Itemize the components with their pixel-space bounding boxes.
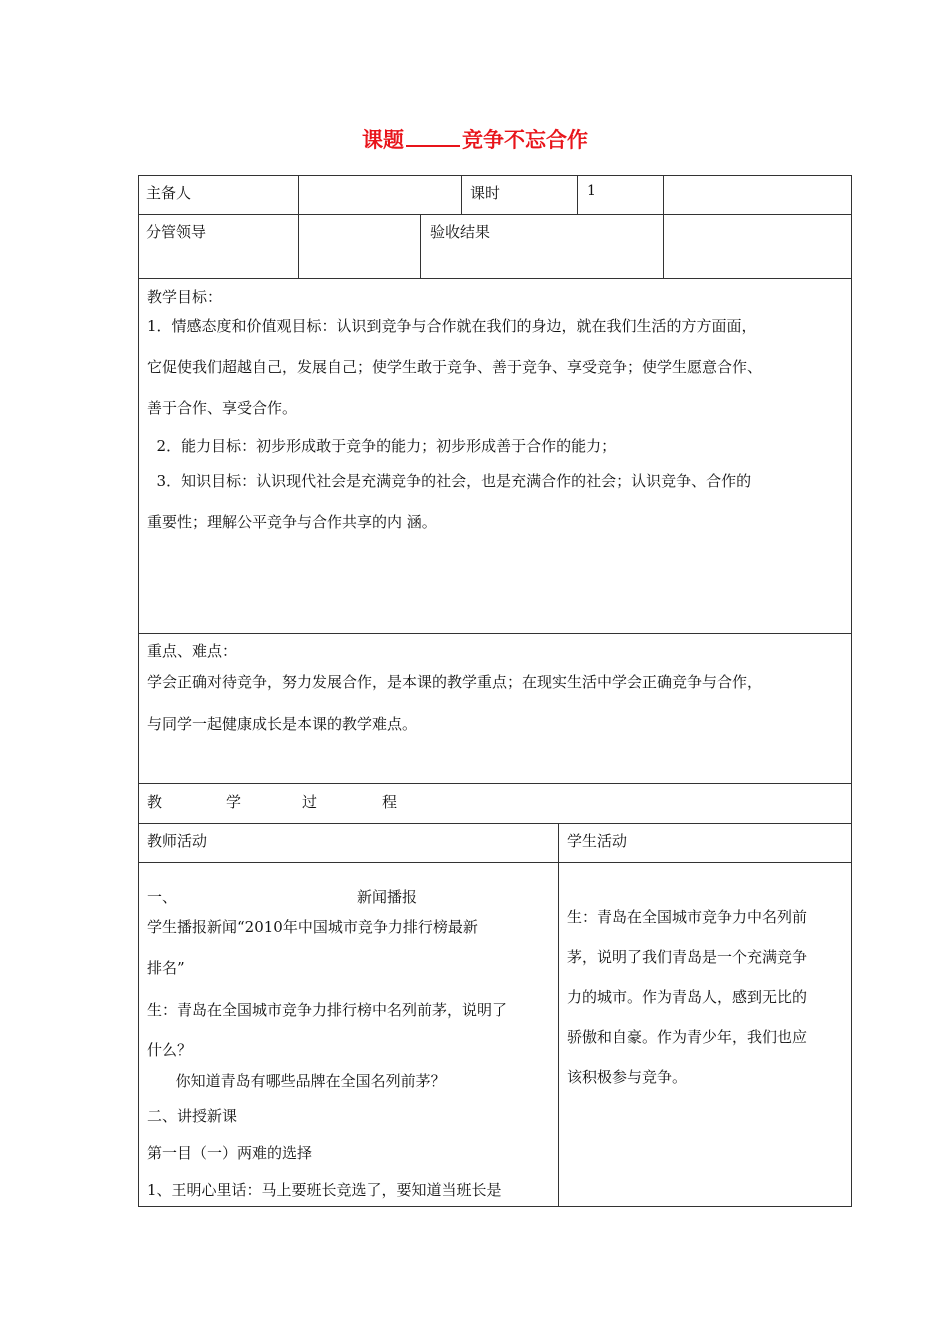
teacher-line-8: 1、王明心里话：马上要班长竞选了，要知道当班长是 bbox=[147, 1181, 502, 1199]
teacher-line-5: 你知道青岛有哪些品牌在全国名列前茅？ bbox=[147, 1072, 446, 1090]
table-col-divider bbox=[420, 214, 421, 278]
table-col-divider bbox=[558, 823, 559, 1207]
keypoints-line-1: 学会正确对待竞争，努力发展合作，是本课的教学重点；在现实生活中学会正确竞争与合作， bbox=[147, 673, 763, 691]
goals-line-5: 3．知识目标：认识现代社会是充满竞争的社会，也是充满合作的社会；认识竞争、合作的 bbox=[147, 472, 752, 490]
goals-line-2: 它促使我们超越自己，发展自己；使学生敢于竞争、善于竞争、享受竞争；使学生愿意合作、 bbox=[147, 358, 763, 376]
keypoints-heading: 重点、难点： bbox=[147, 642, 238, 660]
table-col-divider bbox=[663, 175, 664, 278]
acceptance-result-label: 验收结果 bbox=[430, 223, 491, 241]
process-char-1: 教 bbox=[147, 793, 163, 811]
table-row-divider bbox=[138, 862, 852, 863]
process-char-3: 过 bbox=[302, 793, 318, 811]
teacher-line-7: 第一目（一）两难的选择 bbox=[147, 1144, 313, 1162]
teacher-activity-header: 教师活动 bbox=[147, 832, 208, 850]
table-row-divider bbox=[138, 278, 852, 279]
class-hours-label: 课时 bbox=[470, 184, 501, 202]
table-border-right bbox=[851, 175, 852, 1207]
table-border-top bbox=[138, 175, 852, 176]
table-col-divider bbox=[577, 175, 578, 214]
teacher-line-3: 生：青岛在全国城市竞争力排行榜中名列前茅，说明了 bbox=[147, 1001, 508, 1019]
title-prefix: 课题 bbox=[362, 127, 404, 152]
title-main: 竞争不忘合作 bbox=[462, 127, 588, 152]
student-line-2: 茅，说明了我们青岛是一个充满竞争 bbox=[567, 948, 808, 966]
teacher-line-4: 什么？ bbox=[147, 1041, 193, 1059]
teacher-line-6: 二、讲授新课 bbox=[147, 1107, 238, 1125]
teacher-line-2: 排名” bbox=[147, 959, 185, 977]
student-line-3: 力的城市。作为青岛人，感到无比的 bbox=[567, 988, 808, 1006]
goals-heading: 教学目标： bbox=[147, 288, 223, 306]
goals-line-6: 重要性；理解公平竞争与合作共享的内 涵。 bbox=[147, 513, 437, 531]
section-1-number: 一、 bbox=[147, 888, 178, 906]
process-char-2: 学 bbox=[226, 793, 242, 811]
table-row-divider bbox=[138, 783, 852, 784]
keypoints-line-2: 与同学一起健康成长是本课的教学难点。 bbox=[147, 715, 418, 733]
student-line-5: 该积极参与竞争。 bbox=[567, 1068, 688, 1086]
class-hours-value: 1 bbox=[587, 183, 596, 199]
goals-line-3: 善于合作、享受合作。 bbox=[147, 399, 298, 417]
student-activity-header: 学生活动 bbox=[567, 832, 628, 850]
table-row-divider bbox=[138, 823, 852, 824]
teacher-line-1: 学生播报新闻“2010年中国城市竞争力排行榜最新 bbox=[147, 918, 478, 936]
student-line-4: 骄傲和自豪。作为青少年，我们也应 bbox=[567, 1028, 808, 1046]
supervisor-label: 分管领导 bbox=[146, 223, 207, 241]
process-char-4: 程 bbox=[382, 793, 398, 811]
goals-line-4: 2．能力目标：初步形成敢于竞争的能力；初步形成善于合作的能力； bbox=[147, 437, 617, 455]
section-1-title: 新闻播报 bbox=[357, 888, 418, 906]
table-col-divider bbox=[298, 175, 299, 278]
goals-line-1: 1．情感态度和价值观目标：认识到竞争与合作就在我们的身边，就在我们生活的方方面面， bbox=[147, 317, 757, 335]
table-row-divider bbox=[138, 633, 852, 634]
student-line-1: 生：青岛在全国城市竞争力中名列前 bbox=[567, 908, 808, 926]
table-border-left bbox=[138, 175, 139, 1207]
table-row-divider bbox=[138, 214, 852, 215]
preparer-label: 主备人 bbox=[146, 184, 192, 202]
table-col-divider bbox=[461, 175, 462, 214]
